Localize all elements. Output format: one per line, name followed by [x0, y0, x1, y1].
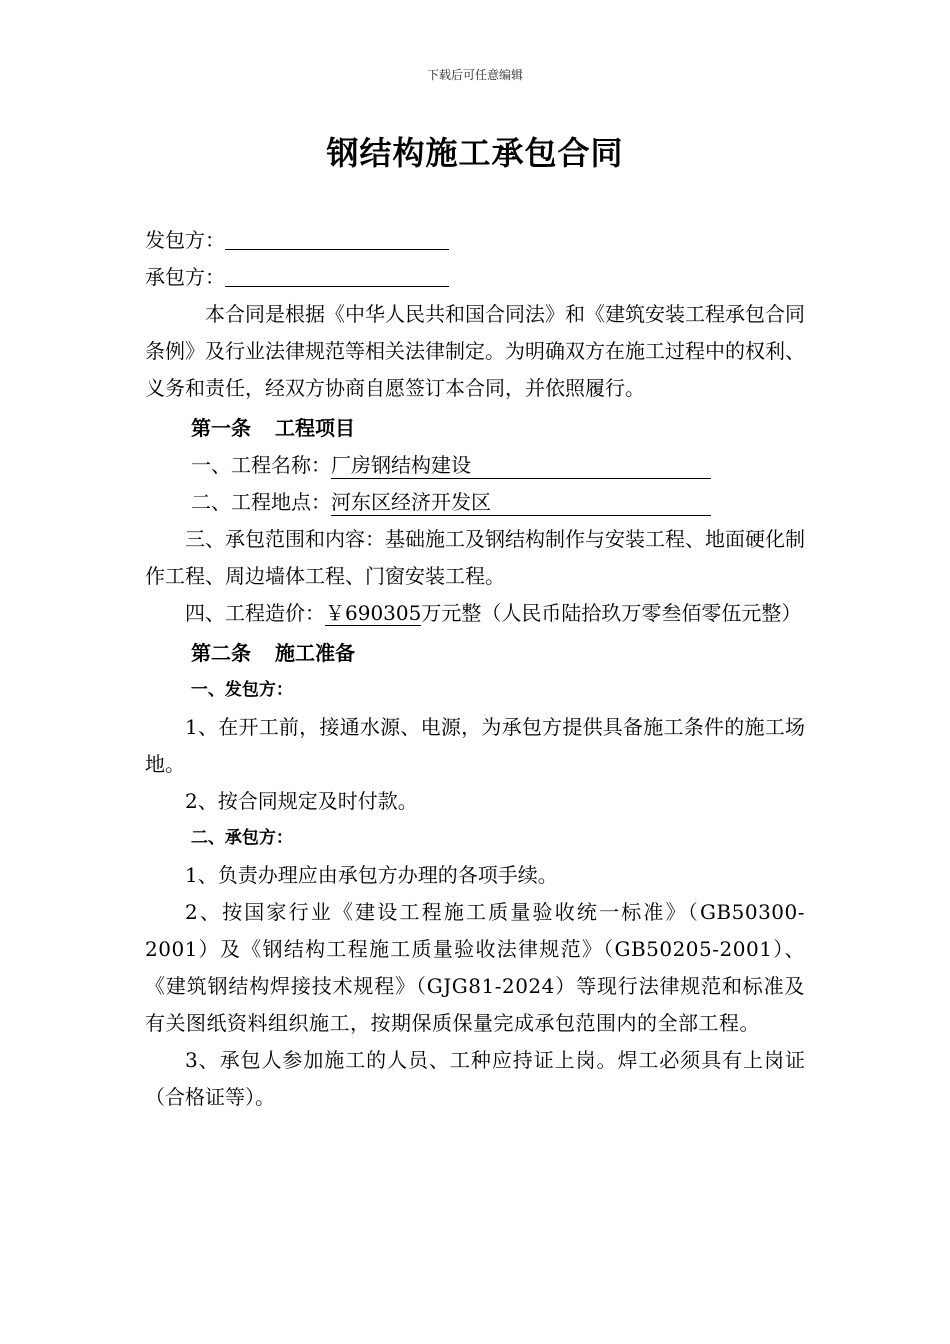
employer-duty-item: 1、在开工前，接通水源、电源，为承包方提供具备施工条件的施工场地。 [145, 715, 805, 776]
contractor-duty-item: 1、负责办理应由承包方办理的各项手续。 [185, 863, 558, 887]
contractor-label: 承包方： [145, 265, 225, 289]
document-body [145, 222, 805, 1116]
article2-number: 第二条 [191, 641, 251, 665]
document-title: 钢结构施工承包合同 [326, 134, 624, 172]
project-location-label: 二、工程地点： [191, 490, 331, 514]
article1-heading [145, 410, 805, 447]
preamble-paragraph: 本合同是根据《中华人民共和国合同法》和《建筑安装工程承包合同条例》及行业法律规范等相关法律制定。为明确双方在施工过程中的权利、义务和责任，经双方协商自愿签订本合同，并依照履行。 [145, 302, 805, 400]
article2-heading [145, 635, 805, 672]
project-name-value: 厂房钢结构建设 [331, 452, 711, 479]
article1-title: 工程项目 [275, 416, 355, 440]
scope-paragraph: 三、承包范围和内容：基础施工及钢结构制作与安装工程、地面硬化制作工程、周边墙体工程、门窗安装工程。 [145, 527, 805, 588]
price-paragraph [145, 595, 805, 632]
article1-number: 第一条 [191, 416, 251, 440]
project-name-line [145, 447, 805, 484]
price-value: ￥690305 [325, 601, 422, 625]
contractor-duties-heading: 二、承包方： [190, 828, 293, 848]
article2-title: 施工准备 [275, 641, 355, 665]
contractor-duty-item: 3、承包人参加施工的人员、工种应持证上岗。焊工必须具有上岗证（合格证等）。 [145, 1048, 805, 1109]
employer-blank [225, 225, 449, 250]
price-label: 四、工程造价： [185, 601, 325, 625]
employer-line [145, 222, 805, 259]
project-location-line [145, 484, 805, 521]
contractor-line [145, 259, 805, 296]
price-rest: 万元整（人民币陆拾玖万零叁佰零伍元整） [421, 601, 802, 625]
employer-duties-heading: 一、发包方： [190, 680, 293, 700]
contractor-duty-item: 2、按国家行业《建设工程施工质量验收统一标准》（GB50300-2001）及《钢结构工程施工质量验收法律规范》（GB50205-2001）、《建筑钢结构焊接技术规程》（GJG81-2024）等现行法律规范和标准及有关图纸资料组织施工，按期保质保量完成承包范围内的全部工程。 [145, 900, 805, 1035]
employer-duty-item: 2、按合同规定及时付款。 [185, 789, 418, 813]
project-name-label: 一、工程名称： [191, 453, 331, 477]
project-location-value: 河东区经济开发区 [331, 489, 711, 516]
page-header: 下载后可任意编辑 [426, 68, 523, 82]
contractor-blank [225, 262, 449, 287]
employer-label: 发包方： [145, 228, 225, 252]
